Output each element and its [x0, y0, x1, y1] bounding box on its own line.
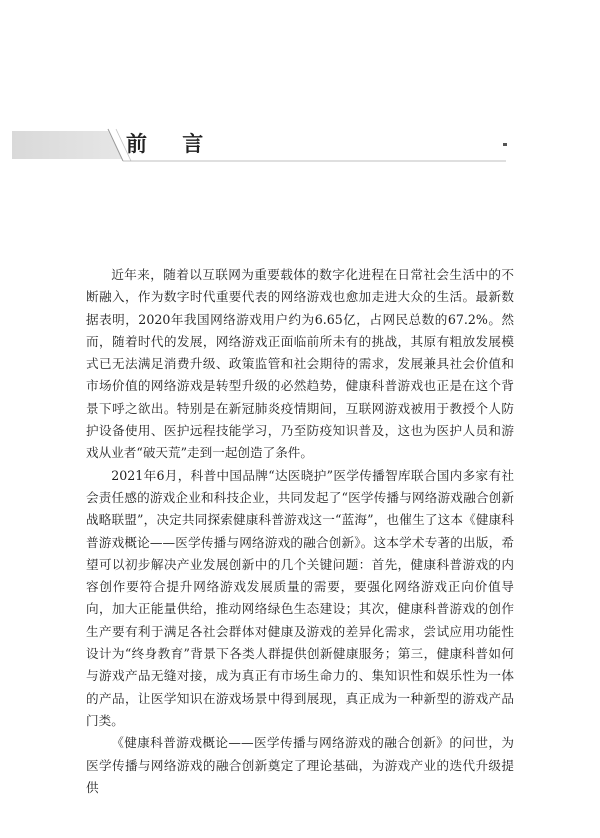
paragraph: 近年来，随着以互联网为重要载体的数字化进程在日常社会生活中的不断融入，作为数字时代重要代表的网络游戏也愈加走进大众的生活。最新数据表明，2020年我国网络游戏用户约为6.65亿，占网民总数的67.2%。然而，随着时代的发展，网络游戏正面临前所未有的挑战，其原有粗放发展模式已无法满足消费升级、政策监管和社会期待的需求，发展兼具社会价值和市场价值的网络游戏是转型升级的必然趋势，健康科普游戏也正是在这个背景下呼之欲出。特别是在新冠肺炎疫情期间，互联网游戏被用于教授个人防护设备使用、医护远程技能学习，乃至防疫知识普及，这也为医护人员和游戏从业者“破天荒”走到一起创造了条件。 — [86, 267, 514, 461]
paragraph: 《健康科普游戏概论——医学传播与网络游戏的融合创新》的问世，为医学传播与网络游戏的融合创新奠定了理论基础，为游戏产业的迭代升级提供 — [86, 735, 514, 795]
paragraph: 2021年6月，科普中国品牌“达医晓护”医学传播智库联合国内多家有社会责任感的游戏企业和科技企业，共同发起了“医学传播与网络游戏融合创新战略联盟”，决定共同探索健康科普游戏这一“蓝海”，也催生了这本《健康科普游戏概论——医学传播与网络游戏的融合创新》。这本学术专著的出版，希望可以初步解决产业发展创新中的几个关键问题：首先，健康科普游戏的内容创作要符合提升网络游戏发展质量的需要，要强化网络游戏正向价值导向，加大正能量供给，推动网络绿色生态建设；其次，健康科普游戏的创作生产要有利于满足各社会群体对健康及游戏的差异化需求，尝试应用功能性设计为“终身教育”背景下各类人群提供创新健康服务；第三，健康科普如何与游戏产品无缝对接，成为真正有市场生命力的、集知识性和娱乐性为一体的产品，让医学知识在游戏场景中得到展现，真正成为一种新型的游戏产品门类。 — [86, 467, 514, 728]
header-band-graphic — [12, 123, 512, 167]
header-end-mark — [503, 143, 507, 146]
chapter-title: 前 言 — [126, 132, 218, 156]
header-band-fill — [12, 131, 122, 159]
chapter-header-band — [12, 123, 512, 167]
preface-body — [86, 264, 514, 799]
